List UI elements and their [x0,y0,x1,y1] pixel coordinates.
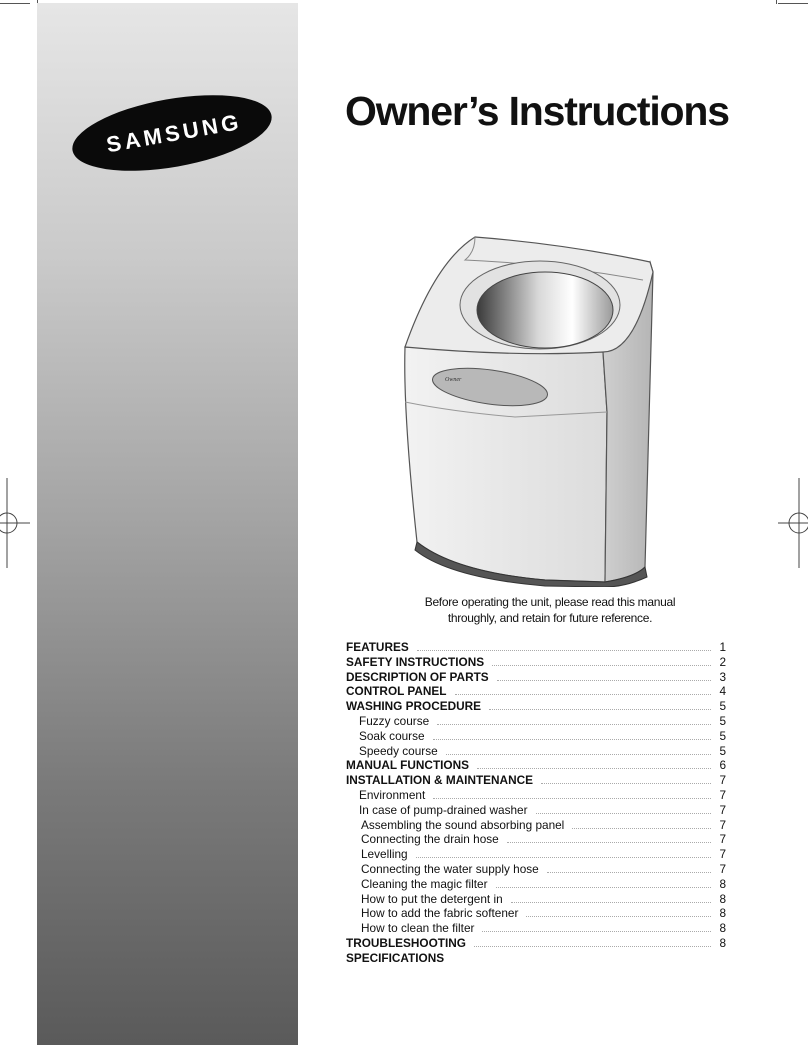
toc-entry-label: Assembling the sound absorbing panel [361,817,565,832]
toc-entry[interactable] [346,892,726,907]
toc-leader-dots [482,931,711,932]
brand-name: SAMSUNG [104,108,244,158]
toc-entry-label: Cleaning the magic filter [361,876,488,891]
toc-entry[interactable] [346,877,726,892]
toc-entry-label: In case of pump-drained washer [359,802,528,817]
toc-entry[interactable] [346,921,726,936]
toc-leader-dots [497,680,711,681]
toc-entry-page: 7 [719,861,726,876]
toc-entry-label: MANUAL FUNCTIONS [346,758,469,773]
toc-entry-label: Soak course [359,728,425,743]
toc-entry[interactable] [346,818,726,833]
toc-entry-page: 4 [719,684,726,699]
toc-leader-dots [417,650,711,651]
toc-leader-dots [489,709,711,710]
toc-entry-page: 5 [719,743,726,758]
toc-entry-page: 7 [719,832,726,847]
toc-entry-page: 5 [719,699,726,714]
toc-entry-label: Fuzzy course [359,713,430,728]
toc-entry-label: Levelling [361,847,408,862]
samsung-logo [70,87,274,179]
toc-entry-page: 7 [719,802,726,817]
toc-entry-page: 1 [719,640,726,654]
intro-text [370,594,730,626]
toc-entry[interactable] [346,803,726,818]
toc-entry[interactable] [346,744,726,759]
toc-entry[interactable] [346,951,726,966]
toc-entry[interactable] [346,699,726,714]
crop-mark-left [0,3,30,4]
toc-entry-label: WASHING PROCEDURE [346,699,482,714]
toc-leader-dots [433,798,711,799]
toc-entry-page: 8 [719,935,726,950]
toc-entry[interactable] [346,788,726,803]
toc-leader-dots [437,724,711,725]
intro-line-2: throughly, and retain for future reference. [447,611,653,625]
toc-leader-dots [511,902,711,903]
toc-entry[interactable] [346,714,726,729]
toc-entry-label: CONTROL PANEL [346,684,447,699]
toc-entry-page: 2 [719,654,726,669]
toc-entry[interactable] [346,758,726,773]
toc-entry-label: DESCRIPTION OF PARTS [346,669,489,684]
panel-label: Owner [445,377,462,383]
toc-entry-label: FEATURES [346,640,409,654]
toc-entry[interactable] [346,862,726,877]
toc-entry[interactable] [346,936,726,951]
toc-entry-page: 8 [719,891,726,906]
toc-entry-page: 8 [719,906,726,921]
toc-leader-dots [541,783,711,784]
toc-entry-label: How to put the detergent in [361,891,503,906]
toc-entry-label: Speedy course [359,743,438,758]
toc-entry-page: 3 [719,669,726,684]
toc-entry-page: 5 [719,728,726,743]
toc-entry[interactable] [346,906,726,921]
toc-entry-page: 6 [719,758,726,773]
page-title: Owner’s Instructions [345,88,729,134]
toc-leader-dots [477,768,711,769]
toc-leader-dots [496,887,711,888]
toc-entry-page: 7 [719,787,726,802]
toc-leader-dots [572,828,711,829]
toc-entry[interactable] [346,729,726,744]
toc-leader-dots [526,916,711,917]
toc-entry-page: 8 [719,876,726,891]
toc-leader-dots [492,665,711,666]
toc-entry-page: 7 [719,773,726,788]
toc-leader-dots [507,842,711,843]
intro-line-1: Before operating the unit, please read this manual [424,595,676,609]
toc-entry-label: Connecting the drain hose [361,832,499,847]
toc-entry-label: How to add the fabric softener [361,906,519,921]
toc-entry-label: SAFETY INSTRUCTIONS [346,654,485,669]
toc-entry-page: 7 [719,817,726,832]
crop-mark-top-right [776,0,777,4]
toc-leader-dots [455,694,712,695]
toc-leader-dots [446,754,711,755]
washing-machine-illustration [395,232,665,587]
toc-entry-label: TROUBLESHOOTING [346,935,466,950]
toc-entry-label: Environment [359,787,426,802]
toc-entry-label: Connecting the water supply hose [361,861,539,876]
table-of-contents [346,640,726,966]
toc-entry-label: SPECIFICATIONS [346,950,445,965]
toc-leader-dots [474,946,711,947]
toc-entry[interactable] [346,684,726,699]
crop-mark-right [778,3,808,4]
toc-entry[interactable] [346,640,726,655]
toc-leader-dots [547,872,711,873]
toc-entry-page: 5 [719,713,726,728]
toc-entry[interactable] [346,773,726,788]
toc-entry-page: 7 [719,847,726,862]
toc-leader-dots [433,739,711,740]
toc-entry-page: 8 [719,921,726,936]
toc-entry-label: INSTALLATION & MAINTENANCE [346,773,533,788]
toc-leader-dots [416,857,711,858]
toc-entry[interactable] [346,655,726,670]
toc-leader-dots [536,813,711,814]
registration-mark-left-icon [0,478,34,568]
toc-entry-label: How to clean the filter [361,921,475,936]
toc-entry[interactable] [346,847,726,862]
toc-entry[interactable] [346,670,726,685]
registration-mark-right-icon [776,478,808,568]
toc-entry[interactable] [346,832,726,847]
